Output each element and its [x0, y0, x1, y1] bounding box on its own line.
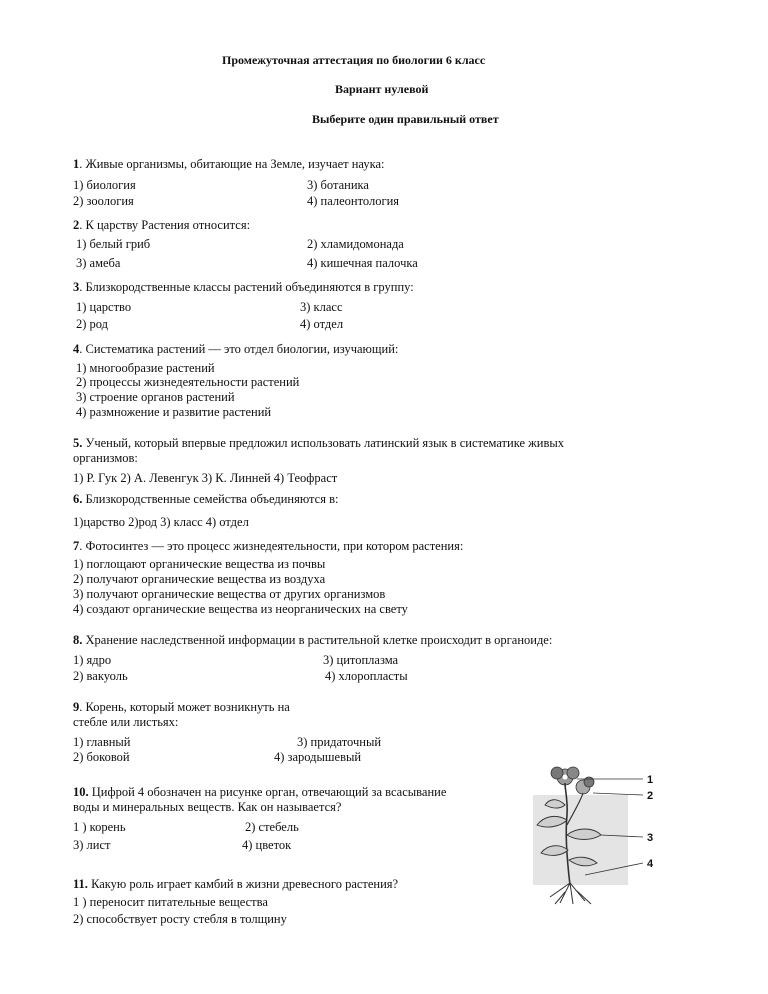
variant-label: Вариант нулевой — [335, 82, 429, 96]
question-4: 4. Систематика растений — это отдел биологии, изучающий: — [73, 342, 399, 356]
option: 1) биология — [73, 178, 136, 192]
option: 2) боковой — [73, 750, 130, 764]
option: 3) лист — [73, 838, 111, 852]
option: 4) отдел — [300, 317, 344, 331]
question-6: 6. Близкородственные семейства объединяются в: — [73, 492, 339, 506]
question-5-cont: организмов: — [73, 451, 138, 465]
question-3: 3. Близкородственные классы растений объединяются в группу: — [73, 280, 414, 294]
option: 1) царство — [76, 300, 132, 314]
diagram-label-3: 3 — [647, 832, 654, 844]
option: 4) размножение и развитие растений — [76, 405, 272, 419]
option: 1 ) переносит питательные вещества — [73, 895, 268, 909]
question-8: 8. Хранение наследственной информации в растительной клетке происходит в органоиде: — [73, 633, 553, 647]
question-5: 5. Ученый, который впервые предложил использовать латинский язык в систематике живых — [73, 436, 565, 450]
page-title: Промежуточная аттестация по биологии 6 класс — [222, 53, 486, 67]
question-2: 2. К царству Растения относится: — [73, 218, 251, 232]
option: 2) вакуоль — [73, 669, 128, 683]
instruction: Выберите один правильный ответ — [312, 112, 499, 126]
option: 2) способствует росту стебля в толщину — [73, 912, 287, 926]
option: 4) хлоропласты — [325, 669, 408, 683]
option: 4) палеонтология — [307, 194, 400, 208]
option: 1)царство 2)род 3) класс 4) отдел — [73, 515, 249, 529]
option: 1) ядро — [73, 653, 112, 667]
plant-diagram-icon — [515, 765, 665, 905]
root-icon — [550, 883, 591, 904]
option: 2) род — [76, 317, 109, 331]
option: 4) зародышевый — [274, 750, 362, 764]
option: 3) придаточный — [297, 735, 382, 749]
option: 4) кишечная палочка — [307, 256, 418, 270]
option: 1) поглощают органические вещества из почвы — [73, 557, 326, 571]
flower-icon — [576, 777, 594, 794]
option: 3) получают органические вещества от других организмов — [73, 587, 386, 601]
question-1: 1. Живые организмы, обитающие на Земле, изучает наука: — [73, 157, 385, 171]
option: 4) создают органические вещества из неорганических на свету — [73, 602, 408, 616]
diagram-label-1: 1 — [647, 774, 654, 786]
diagram-label-2: 2 — [647, 790, 654, 802]
question-7: 7. Фотосинтез — это процесс жизнедеятельности, при котором растения: — [73, 539, 464, 553]
option: 2) стебель — [245, 820, 299, 834]
question-10-cont: воды и минеральных веществ. Как он называется? — [73, 800, 342, 814]
plant-diagram-svg — [515, 765, 665, 905]
option: 2) хламидомонада — [307, 237, 404, 251]
question-10: 10. Цифрой 4 обозначен на рисунке орган, отвечающий за всасывание — [73, 785, 447, 799]
option: 2) процессы жизнедеятельности растений — [76, 375, 300, 389]
option: 1 ) корень — [73, 820, 126, 834]
diagram-label-4: 4 — [647, 858, 654, 870]
option: 4) цветок — [242, 838, 292, 852]
option: 3) амеба — [76, 256, 121, 270]
option: 2) зоология — [73, 194, 134, 208]
option: 3) строение органов растений — [76, 390, 235, 404]
question-11: 11. Какую роль играет камбий в жизни древесного растения? — [73, 877, 399, 891]
option: 2) получают органические вещества из воздуха — [73, 572, 326, 586]
option: 1) многообразие растений — [76, 361, 215, 375]
option: 1) белый гриб — [76, 237, 151, 251]
question-9-cont: стебле или листьях: — [73, 715, 179, 729]
diagram-background — [533, 795, 628, 885]
option: 3) цитоплазма — [323, 653, 399, 667]
option: 3) ботаника — [307, 178, 369, 192]
question-9: 9. Корень, который может возникнуть на — [73, 700, 290, 714]
flower-icon — [551, 767, 579, 785]
option: 3) класс — [300, 300, 343, 314]
option: 1) Р. Гук 2) А. Левенгук 3) К. Линней 4) Теофраст — [73, 471, 338, 485]
option: 1) главный — [73, 735, 131, 749]
